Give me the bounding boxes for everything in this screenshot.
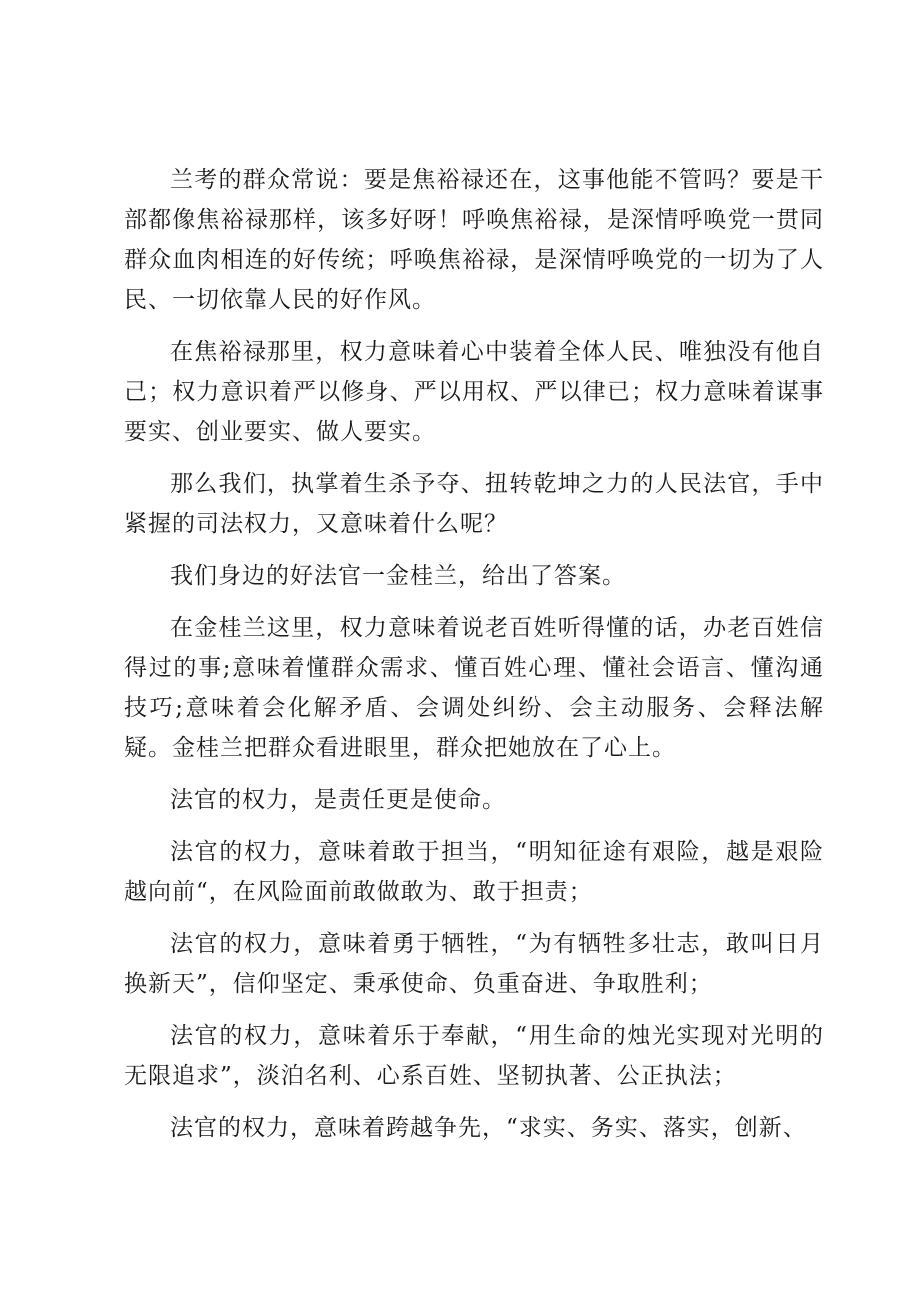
- paragraph-5: 在金桂兰这里，权力意味着说老百姓听得懂的话，办老百姓信得过的事;意味着懂群众需求、懂百姓心理、懂社会语言、懂沟通技巧;意味着会化解矛盾、会调处纠纷、会主动服务、会释法解疑。金桂兰把群众看进眼里，群众把她放在了心上。: [124, 615, 824, 761]
- paragraph-9: 法官的权力，意味着乐于奉献，“用生命的烛光实现对光明的无限追求”，淡泊名利、心系百姓、坚韧执著、公正执法；: [124, 1023, 824, 1089]
- paragraph-6: 法官的权力，是责任更是使命。: [170, 787, 506, 813]
- paragraph-3: 那么我们，执掌着生杀予夺、扭转乾坤之力的人民法官，手中紧握的司法权力，又意味着什么呢？: [124, 471, 824, 537]
- paragraph-10: 法官的权力，意味着跨越争先，“求实、务实、落实，创新、: [170, 1115, 807, 1141]
- paragraph-1: 兰考的群众常说：要是焦裕禄还在，这事他能不管吗？要是干部都像焦裕禄那样，该多好呀！呼唤焦裕禄，是深情呼唤党一贯同群众血肉相连的好传统；呼唤焦裕禄，是深情呼唤党的一切为了人民、一切依靠人民的好作风。: [124, 167, 824, 313]
- document-body: [124, 160, 824, 1160]
- paragraph-7: 法官的权力，意味着敢于担当，“明知征途有艰险，越是艰险越向前“，在风险面前敢做敢为、敢于担责；: [124, 839, 824, 905]
- paragraph-8: 法官的权力，意味着勇于牺牲，“为有牺牲多壮志，敢叫日月换新天”，信仰坚定、秉承使命、负重奋进、争取胜利；: [124, 931, 824, 997]
- paragraph-4: 我们身边的好法官一金桂兰，给出了答案。: [170, 563, 626, 589]
- paragraph-2: 在焦裕禄那里，权力意味着心中装着全体人民、唯独没有他自己；权力意识着严以修身、严以用权、严以律已；权力意味着谋事要实、创业要实、做人要实。: [124, 339, 824, 445]
